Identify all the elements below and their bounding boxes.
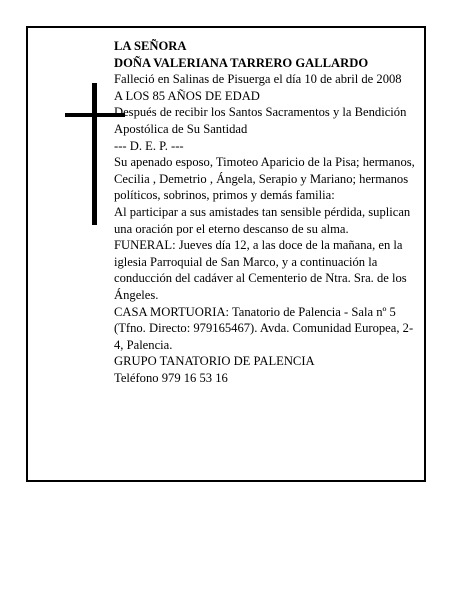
sacraments-line: Después de recibir los Santos Sacramentos y la Bendición Apostólica de Su Santidad [114,105,407,136]
request-line: Al participar a sus amistades tan sensible pérdida, suplican una oración por el eterno descanso de su alma. [114,204,411,236]
age-line: A LOS 85 AÑOS DE EDAD [114,88,260,103]
phone-line: Teléfono 979 16 53 16 [114,370,228,385]
obituary-title: LA SEÑORA [114,39,187,53]
obituary-text [114,38,420,386]
death-line: Falleció en Salinas de Pisuerga el día 10 de abril de 2008 [114,72,402,87]
funeral-home-line: GRUPO TANATORIO DE PALENCIA [114,354,315,369]
rip-line: --- D. E. P. --- [114,138,184,153]
deceased-name: DOÑA VALERIANA TARRERO GALLARDO [114,55,369,70]
cross-icon [92,83,97,225]
funeral-line: FUNERAL: Jueves día 12, a las doce de la mañana, en la iglesia Parroquial de San Marco, y a continuación la conducción del cadáver al Cementerio de Ntra. Sra. de los Ángeles. [114,238,407,302]
family-line: Su apenado esposo, Timoteo Aparicio de la Pisa; hermanos, Cecilia , Demetrio , Ángela, Serapio y Mariano; hermanos políticos, sobrinos, primos y demás familia: [114,155,415,203]
mortuary-line: CASA MORTUORIA: Tanatorio de Palencia - Sala nº 5 (Tfno. Directo: 979165467). Avda. Comunidad Europea, 2-4, Palencia. [114,304,414,352]
